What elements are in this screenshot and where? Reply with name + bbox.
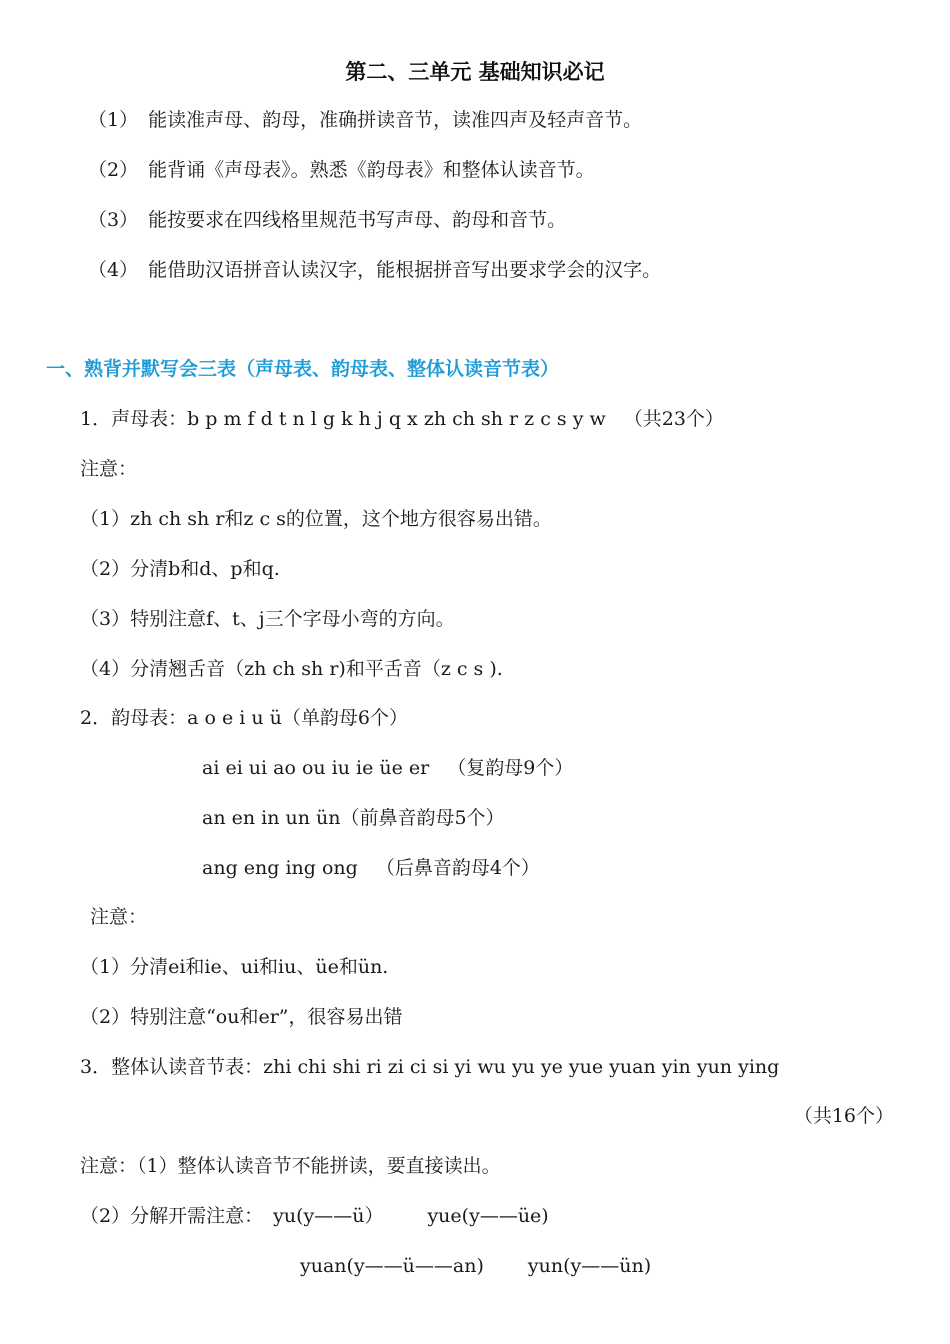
goal-item-4 [88, 258, 661, 282]
decomp-line-1 [80, 1204, 549, 1228]
yunmu-desc: （后鼻音韵母4个） [375, 857, 540, 879]
page-title: 第二、三单元 基础知识必记 [345, 60, 605, 84]
decomp-label: （2）分解开需注意： [80, 1205, 264, 1227]
goal-item-2 [88, 158, 595, 182]
shengmu-label: 1．声母表： [80, 408, 188, 430]
goal-text: 能读准声母、韵母，准确拼读音节，读准四声及轻声音节。 [148, 109, 643, 131]
yunmu-desc: （前鼻音韵母5个） [340, 807, 505, 829]
yunmu-letters: a o e i u ü [187, 707, 282, 729]
goal-text: 能背诵《声母表》。熟悉《韵母表》和整体认读音节。 [148, 159, 595, 181]
zhengti-line [80, 1055, 779, 1079]
decomp-item: yuan(y——ü——an) [300, 1255, 484, 1277]
decomp-item: yun(y——ün) [527, 1255, 652, 1277]
shengmu-count: （共23个） [623, 408, 724, 430]
yunmu-label: 2．韵母表： [80, 707, 188, 729]
yunmu-desc: （单韵母6个） [281, 707, 408, 729]
zhengti-label: 3．整体认读音节表： [80, 1056, 264, 1078]
note-label-1: 注意： [80, 458, 138, 480]
note-item-3: （3）特别注意f、t、j三个字母小弯的方向。 [80, 608, 455, 630]
goal-item-1 [88, 108, 642, 132]
note-item-4: （4）分清翘舌音（zh ch sh r)和平舌音（z c s ). [80, 658, 503, 680]
goal-number: （1） [88, 109, 139, 131]
decomp-line-2 [300, 1254, 651, 1278]
goal-number: （4） [88, 259, 139, 281]
yunmu-line-4 [202, 856, 540, 880]
yunmu-line-1 [80, 706, 408, 730]
yunmu-desc: （复韵母9个） [447, 757, 574, 779]
yunmu-line-3 [202, 806, 505, 830]
note-item-7: 注意：（1）整体认读音节不能拼读，要直接读出。 [80, 1155, 501, 1177]
goal-item-3 [88, 208, 566, 232]
goal-number: （3） [88, 209, 139, 231]
note-item-5: （1）分清ei和ie、ui和iu、üe和ün. [80, 956, 389, 978]
yunmu-letters: ai ei ui ao ou iu ie üe er [202, 757, 430, 779]
note-label-2: 注意： [90, 906, 148, 928]
zhengti-syllables: zhi chi shi ri zi ci si yi wu yu ye yue yuan yin yun ying [263, 1056, 780, 1078]
section-heading-1: 一、熟背并默写会三表（声母表、韵母表、整体认读音节表） [46, 358, 560, 380]
yunmu-line-2 [202, 756, 573, 780]
decomp-item: yue(y——üe) [427, 1205, 549, 1227]
goal-text: 能按要求在四线格里规范书写声母、韵母和音节。 [148, 209, 567, 231]
decomp-item: yu(y——ü） [273, 1205, 384, 1227]
note-item-6: （2）特别注意“ou和er”，很容易出错 [80, 1006, 403, 1028]
shengmu-line [80, 407, 724, 431]
yunmu-letters: an en in un ün [202, 807, 341, 829]
zhengti-count: （共16个） [793, 1105, 894, 1127]
note-item-1: （1）zh ch sh r和z c s的位置，这个地方很容易出错。 [80, 508, 552, 530]
note-item-2: （2）分清b和d、p和q. [80, 558, 280, 580]
goal-number: （2） [88, 159, 139, 181]
goal-text: 能借助汉语拼音认读汉字，能根据拼音写出要求学会的汉字。 [148, 259, 662, 281]
shengmu-letters: b p m f d t n l g k h j q x zh ch sh r z c s y w [187, 408, 606, 430]
yunmu-letters: ang eng ing ong [202, 857, 358, 879]
